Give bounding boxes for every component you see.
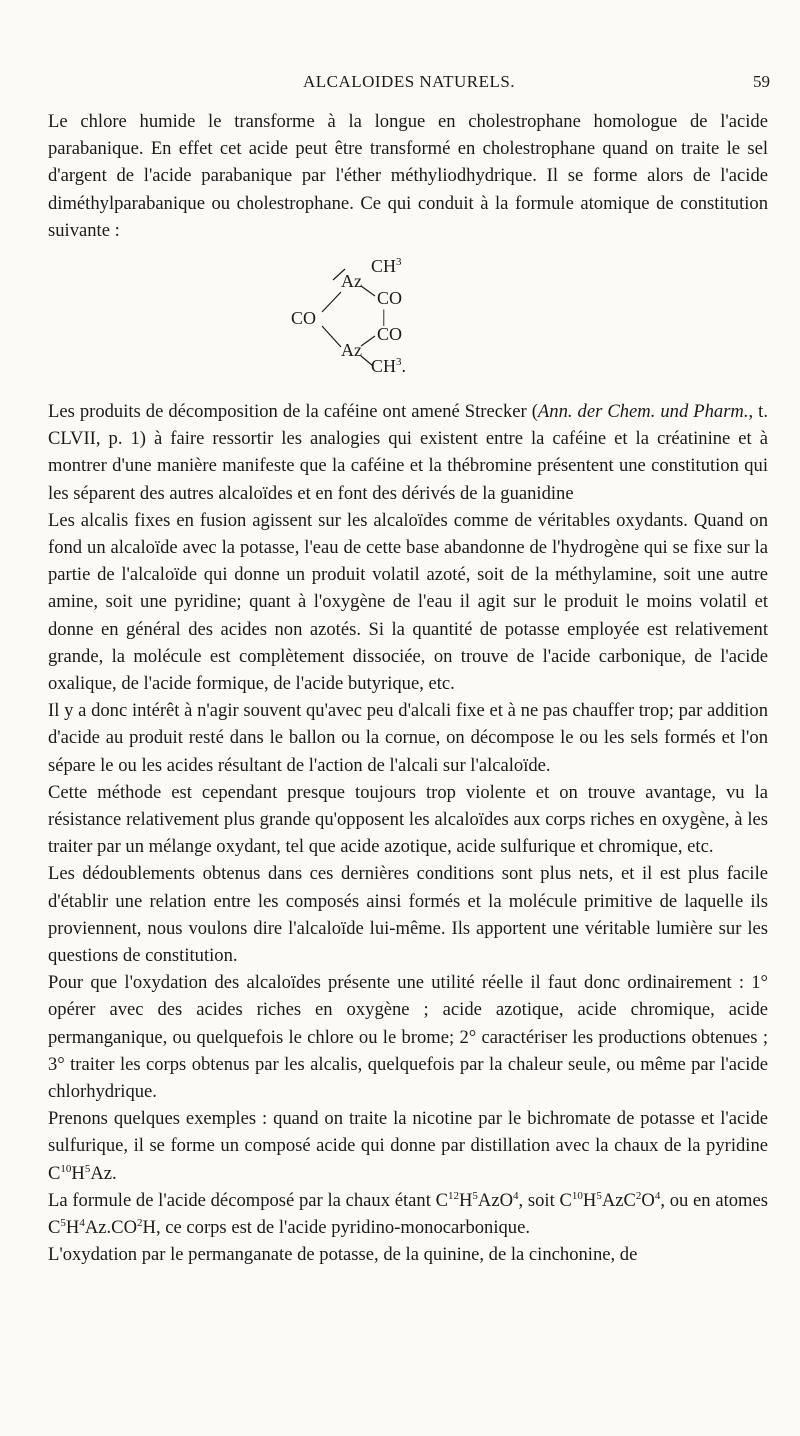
p8-h1: H xyxy=(458,1189,473,1211)
p7-end: Az. xyxy=(90,1162,117,1184)
p7-sup1: 10 xyxy=(60,1162,72,1175)
formula-ch3-top-text: CH xyxy=(371,256,397,276)
p8-h3: H xyxy=(65,1217,80,1239)
paragraph-methode: Cette méthode est cependant presque toujours trop violente et on trouve avantage, vu la résistance relativement plus grande qu'opposent les alcaloïdes aux corps riches en oxygène, à les traiter par un mélange oxydant, tel que acide azotique, acide sulfurique et chromique, etc. xyxy=(48,781,768,858)
paragraph-interet: Il y a donc intérêt à n'agir souvent qu'avec peu d'alcali fixe et à ne pas chauffer trop; par addition d'acide au produit resté dans le ballon ou la cornue, on décompose le ou les sels formés et l'on sépare le ou les acides résultant de l'action de l'alcali sur l'alcaloïde. xyxy=(48,700,768,776)
running-title: ALCALOIDES NATURELS. xyxy=(302,72,516,91)
p7-sup2: 5 xyxy=(84,1162,91,1175)
paragraph-strecker xyxy=(48,398,768,507)
p8-s8: 5 xyxy=(60,1216,66,1229)
formula-bar: | xyxy=(382,306,386,326)
page-number: 59 xyxy=(753,72,770,91)
p7-mid1: H xyxy=(71,1162,85,1184)
p8-s4: 10 xyxy=(571,1189,583,1202)
p8-azc: AzC xyxy=(601,1189,636,1211)
text-block-top xyxy=(48,108,768,244)
p8-tail: H, ce corps est de l'acide pyridino-monocarbonique. xyxy=(142,1217,531,1239)
p1-part2: , t. CLVII, p. 1) à faire ressortir les analogies qui existent entre la caféine et la créatinine et à montrer d'une manière manifeste que la caféine et la thébromine présentent une constitution qui les séparent des autres alcaloïdes et en font des dérivés de la guanidine xyxy=(48,401,768,504)
p8-s7: 4 xyxy=(654,1189,661,1202)
p8-atoms: , ou en atomes C xyxy=(48,1189,768,1239)
p8-s6: 2 xyxy=(635,1189,642,1202)
p7-part1: Prenons quelques exemples : quand on traite la nicotine par le bichromate de potasse et l'acide sulfurique, il se forme un composé acide qui donne par distillation avec la chaux de la pyridine C xyxy=(48,1108,768,1184)
p8-s9: 4 xyxy=(79,1216,85,1229)
paragraph-dedoublements: Les dédoublements obtenus dans ces dernières conditions sont plus nets, et il est plus facile d'établir une relation entre les composés ainsi formés et la molécule primitive de laquelle ils proviennent, nous voulons dire l'alcaloïde lui-même. Ils apportent une véritable lumière sur les questions de constitution. xyxy=(48,863,768,967)
paragraph-chlore: Le chlore humide le transforme à la longue en cholestrophane homologue de l'acide parabanique. En effet cet acide peut être transformé en cholestrophane quand on traite le sel d'argent de l'acide parabanique par l'éther méthyliodhydrique. Il se forme alors de l'acide diméthylparabanique ou cholestrophane. Ce qui conduit à la formule atomique de constitution suivante : xyxy=(48,111,768,241)
formula-ch3-top xyxy=(371,256,402,277)
formula-ch3-bottom-text: CH xyxy=(371,356,397,376)
paragraph-exemples xyxy=(48,1105,768,1187)
formula-ch3-top-sup: 3 xyxy=(396,256,402,268)
paragraph-alcalis: Les alcalis fixes en fusion agissent sur les alcaloïdes comme de véritables oxydants. Quand on fond un alcaloïde avec la potasse, l'eau de cette base abandonne de l'hydrogène qui se fixe sur la partie de l'alcaloïde qui donne un produit volatil azoté, soit de la méthylamine, soit une autre amine, soit une pyridine; quant à l'oxygène de l'eau il agit sur le produit le moins volatil et donne en général des acides non azotés. Si la quantité de potasse employée est relativement grande, la molécule est complètement dissociée, on trouve de l'acide carbonique, de l'acide oxalique, de l'acide formique, de l'acide butyrique, etc. xyxy=(48,509,768,695)
formula-az-top: Az xyxy=(341,271,362,291)
paragraph-permanganate: L'oxydation par le permanganate de potasse, de la quinine, de la cinchonine, de xyxy=(48,1244,638,1266)
p1-reference: Ann. der Chem. und Pharm. xyxy=(537,401,749,422)
p8-soit: , soit C xyxy=(518,1189,572,1211)
p8-s2: 5 xyxy=(472,1189,478,1202)
p8-h2: H xyxy=(582,1189,597,1211)
p8-azo: AzO xyxy=(477,1189,514,1211)
p8-s1: 12 xyxy=(447,1189,459,1202)
formula-co-right-top: CO xyxy=(377,288,403,308)
p8-s5: 5 xyxy=(596,1189,602,1202)
formula-co-left: CO xyxy=(291,308,317,328)
p8-s10: 2 xyxy=(137,1216,143,1229)
formula-ch3-bottom xyxy=(371,356,406,377)
text-block-bottom xyxy=(48,398,768,1269)
paragraph-oxydation: Pour que l'oxydation des alcaloïdes présente une utilité réelle il faut donc ordinairement : 1° opérer avec des acides riches en oxygène ; acide azotique, acide chromique, acide permanganique, ou quelquefois le chlore ou le brome; 2° caractériser les productions obtenues ; 3° traiter les corps obtenus par les alcalis, quelquefois par la chaleur seule, ou même par l'acide chlorhydrique. xyxy=(48,972,768,1103)
formula-co-right-bottom: CO xyxy=(377,324,403,344)
formula-ch3-bottom-sup: 3 xyxy=(396,356,402,368)
p1-part1: Les produits de décomposition de la caféine ont amené Strecker ( xyxy=(48,401,538,422)
formula-ch3-bottom-end: . xyxy=(401,356,407,376)
page-header xyxy=(48,72,770,96)
p8-o: O xyxy=(641,1189,655,1211)
p8-s3: 4 xyxy=(513,1189,519,1202)
paragraph-formule xyxy=(48,1187,768,1241)
p8-part1: La formule de l'acide décomposé par la chaux étant C xyxy=(48,1189,448,1211)
structural-formula xyxy=(285,256,425,381)
p8-azco: Az.CO xyxy=(84,1217,138,1239)
formula-az-bottom: Az xyxy=(341,340,362,360)
